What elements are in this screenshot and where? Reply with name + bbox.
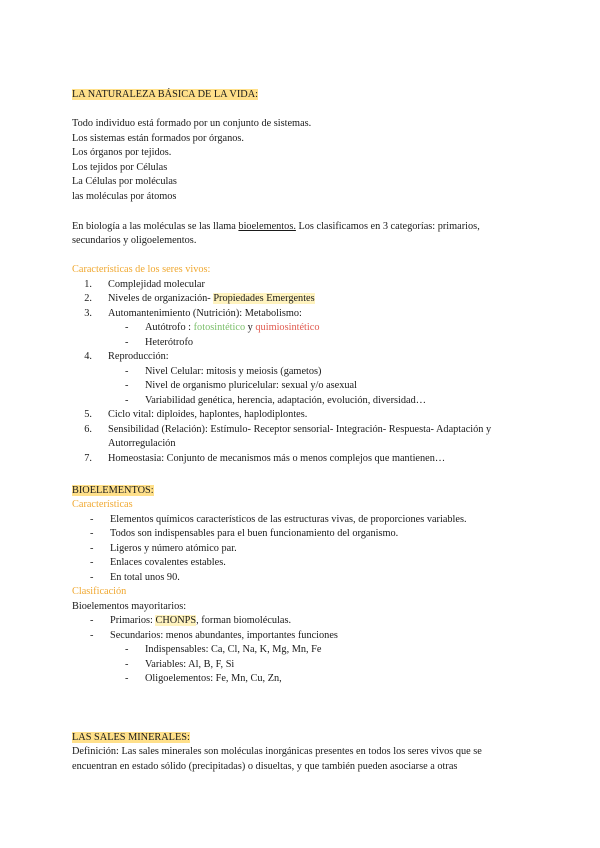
paragraph-line: encuentran en estado sólido (precipitadas) o disueltas, y que también pueden asociarse a otras <box>72 761 458 772</box>
highlight-chonps: CHONPS <box>155 615 197 626</box>
document-page: LA NATURALEZA BÁSICA DE LA VIDA: Todo individuo está formado por un conjunto de sistemas. Los sistemas están formados por órganos. Los órganos por tejidos. Los tejidos por Células La Células por moléculas las moléculas por átomos En biología a las moléculas se las llama bioelementos. Los clasificamos en 3 categorías: primarios, secundarios y oligoelementos. Características de los seres vivos: 1. Complejidad molecular 2. Niveles de organización- Propiedades Emergentes 3. Automantenimiento (Nutrición): Metabolismo: - Autótrofo : fotosintético y quimiosintético - Heterótrofo 4. Reproducción: - Nivel Celular: mitosis y meiosis (gametos) - Nivel de organismo pluricelular: sexual y/o asexual - Variabilidad genética, herencia, adaptación, evolución, diversidad… 5. Ciclo vital: diploides, haplontes, haplodiplontes. 6. Sensibilidad (Relación): Estímulo- Receptor sensorial- Integración- Respuesta- Adaptación y Autorregulación 7. Homeostasia: Conjunto de mecanismos más o menos complejos que mantienen… BIOELEMENTOS: Características - Elementos químicos característicos de las estructuras vivas, de proporciones variables. - Todos son indispensables para el buen funcionamiento del organismo. - Ligeros y número atómico par. - Enlaces covalentes estables. - En total unos 90. Clasificación Bioelementos mayoritarios: - Primarios: CHONPS, forman biomoléculas. - Secundarios: menos abundantes, importantes funciones - Indispensables: Ca, Cl, Na, K, Mg, Mn, Fe - Variables: Al, B, F, Si - Oligoelementos: Fe, Mn, Cu, Zn, LAS SALES MINERALES: Definición: Las sales minerales son moléculas inorgánicas presentes en todos los seres vivos que se encuentran en estado sólido (precipitadas) o disueltas, y que también pueden asociarse a otras <box>72 89 492 772</box>
highlight-propiedades: Propiedades Emergentes <box>213 293 315 304</box>
paragraph-line: En biología a las moléculas se las llama bioelementos. Los clasificamos en 3 categorías: primarios, <box>72 221 480 232</box>
section-title-sales: LAS SALES MINERALES: <box>72 732 190 743</box>
text-line: Bioelementos mayoritarios: <box>72 601 187 612</box>
text-line: La Células por moléculas <box>72 176 177 187</box>
text-line: Los órganos por tejidos. <box>72 147 172 158</box>
section-title-bioelementos: BIOELEMENTOS: <box>72 485 154 496</box>
heading-caracteristicas-bio: Características <box>72 499 133 510</box>
paragraph-line: secundarios y oligoelementos. <box>72 235 197 246</box>
text-line: Todo individuo está formado por un conjunto de sistemas. <box>72 118 312 129</box>
text-line: las moléculas por átomos <box>72 191 177 202</box>
list-item-continuation: Autorregulación <box>108 438 176 449</box>
heading-clasificacion: Clasificación <box>72 586 127 597</box>
heading-caracteristicas: Características de los seres vivos: <box>72 264 211 275</box>
text-line: Los tejidos por Células <box>72 162 168 173</box>
term-bioelementos: bioelementos. <box>238 221 296 232</box>
text-line: Los sistemas están formados por órganos. <box>72 133 244 144</box>
section-title-naturaleza: LA NATURALEZA BÁSICA DE LA VIDA: <box>72 89 259 100</box>
paragraph-line: Definición: Las sales minerales son moléculas inorgánicas presentes en todos los seres vivos que se <box>72 746 482 757</box>
